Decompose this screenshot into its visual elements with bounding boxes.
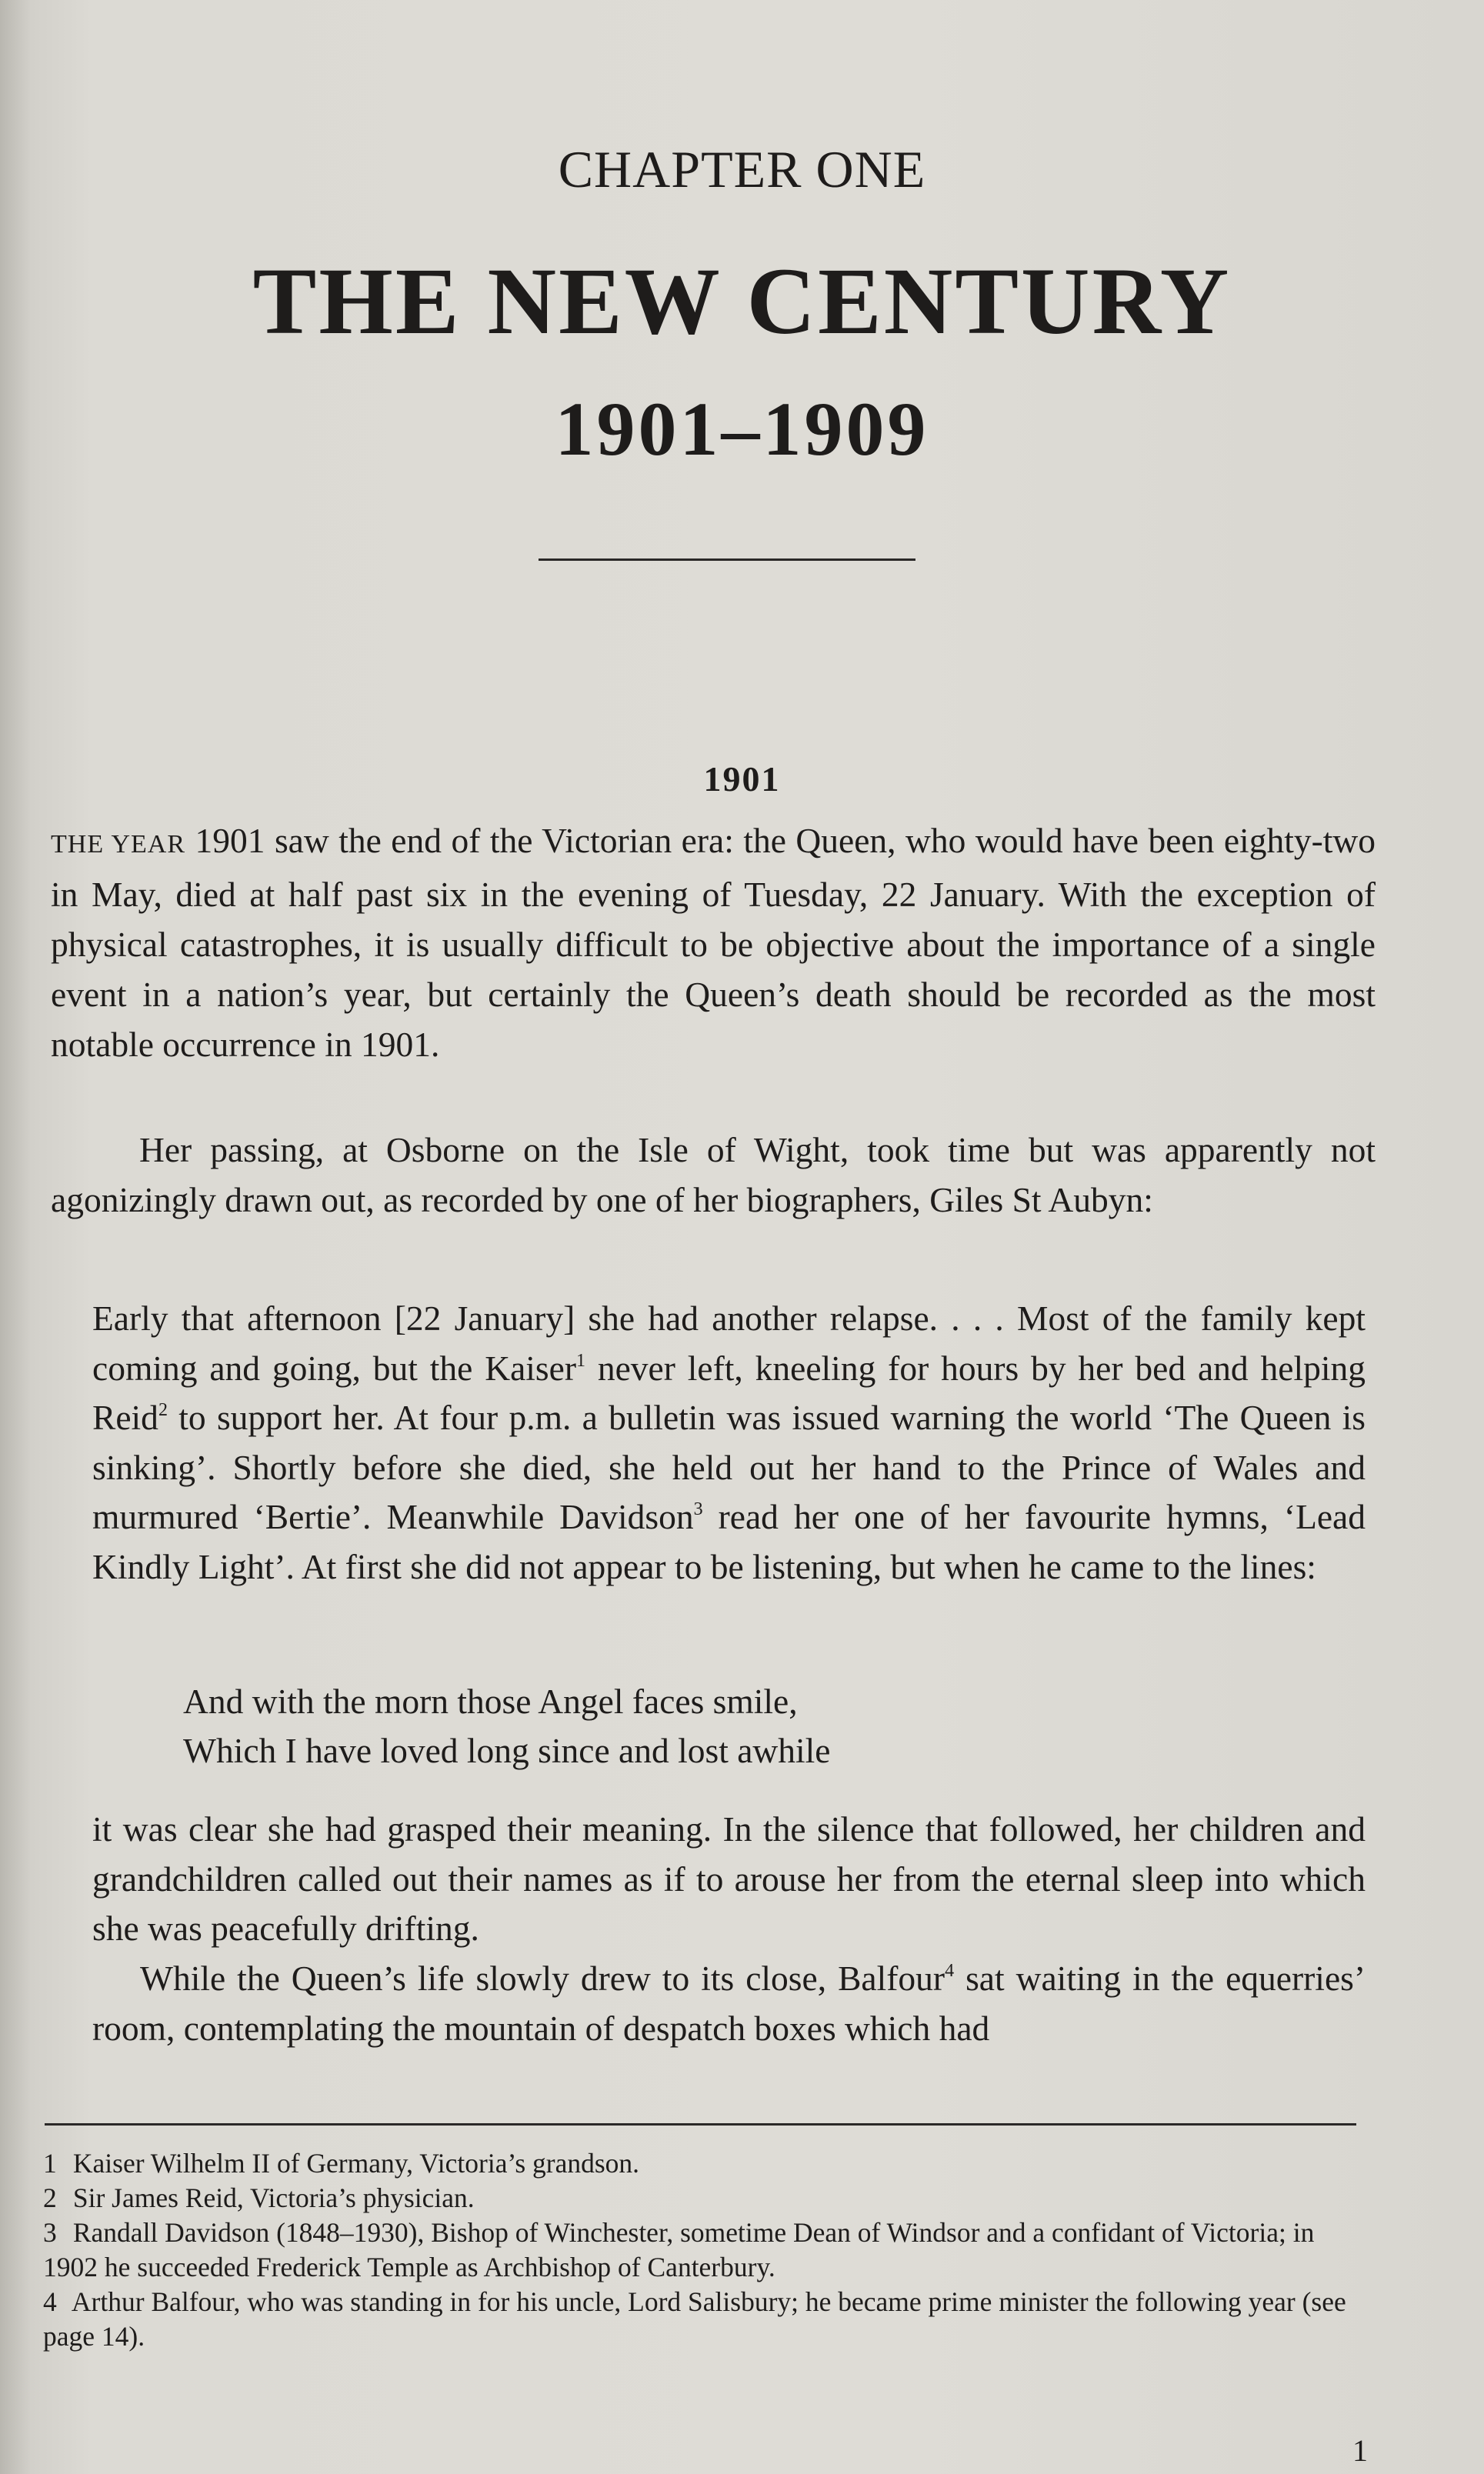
footnote-ref-1: 1 — [576, 1350, 585, 1371]
block-quote-3 — [92, 1954, 1366, 2053]
block-quote-2: it was clear she had grasped their meaning. In the silence that followed, her children and grandchildren called out their names as if to arouse her from the eternal sleep into which she was peacefully drifting. — [92, 1809, 1366, 1948]
footnote-number: 2 — [43, 2182, 57, 2213]
chapter-years: 1901–1909 — [555, 386, 929, 472]
quote-text: While the Queen’s life slowly drew to its close, Balfour — [140, 1959, 945, 1998]
footnote-ref-4: 4 — [945, 1961, 955, 1981]
verse-line-1: And with the morn those Angel faces smile, — [183, 1682, 798, 1721]
footnote-rule — [45, 2123, 1356, 2126]
chapter-title: THE NEW CENTURY — [252, 248, 1232, 354]
paragraph-2: Her passing, at Osborne on the Isle of Wight, took time but was apparently not agonizingly drawn out, as recorded by one of her biographers, Giles St Aubyn: — [51, 1130, 1376, 1219]
section-heading: 1901 — [703, 759, 781, 799]
footnote-number: 1 — [43, 2148, 57, 2179]
title-rule — [539, 558, 915, 561]
footnote-text: Kaiser Wilhelm II of Germany, Victoria’s grandson. — [72, 2148, 640, 2179]
footnote-text: Arthur Balfour, who was standing in for his uncle, Lord Salisbury; he became prime minister the following year (see page 14). — [43, 2286, 1346, 2352]
footnote-4 — [43, 2285, 1366, 2354]
paragraph-1-text: 1901 saw the end of the Victorian era: the Queen, who would have been eighty-two in May, died at half past six in the evening of Tuesday, 22 January. With the exception of physical catastrophes, it is usually difficult to be objective about the importance of a single event in a nation’s year, but certainly the Queen’s death should be recorded as the most notable occurrence in 1901. — [51, 821, 1376, 1064]
footnote-text: Sir James Reid, Victoria’s physician. — [72, 2182, 475, 2213]
footnote-text: Randall Davidson (1848–1930), Bishop of Winchester, sometime Dean of Windsor and a confidant of Victoria; in 1902 he succeeded Frederick Temple as Archbishop of Canterbury. — [43, 2217, 1315, 2282]
footnote-1 — [43, 2146, 1366, 2181]
footnote-3 — [43, 2216, 1366, 2285]
footnote-2 — [43, 2181, 1366, 2216]
footnote-number: 3 — [43, 2217, 57, 2248]
footnote-number: 4 — [43, 2286, 57, 2317]
paragraph-1 — [51, 815, 1376, 1069]
quote-text: Early that afternoon [22 January] she had another relapse. . . . Most of the family kept coming and going, but the Kaiser — [92, 1299, 1366, 1388]
quote-text: sat waiting in the equerries’ room, contemplating the mountain of despatch boxes which had — [92, 1959, 1366, 2048]
quote-text: never left, kneeling for hours by her bed and helping Reid — [92, 1348, 1366, 1437]
footnotes — [43, 2146, 1366, 2354]
paragraph-1-lead: THE YEAR — [51, 830, 185, 859]
chapter-label: CHAPTER ONE — [558, 140, 926, 198]
page-number: 1 — [1352, 2433, 1368, 2468]
footnote-ref-3: 3 — [693, 1499, 703, 1519]
footnote-ref-2: 2 — [158, 1400, 168, 1420]
quote-text: to support her. At four p.m. a bulletin was issued warning the world ‘The Queen is sinking’. Shortly before she died, she held out her hand to the Prince of Wales and murmured ‘Bertie’. Meanwhile Davidson — [92, 1398, 1366, 1536]
quote-text: read her one of her favourite hymns, ‘Lead Kindly Light’. At first she did not appear to be listening, but when he came to the lines: — [92, 1497, 1366, 1586]
block-quote-1 — [92, 1294, 1366, 1592]
verse-line-2: Which I have loved long since and lost awhile — [183, 1731, 831, 1770]
